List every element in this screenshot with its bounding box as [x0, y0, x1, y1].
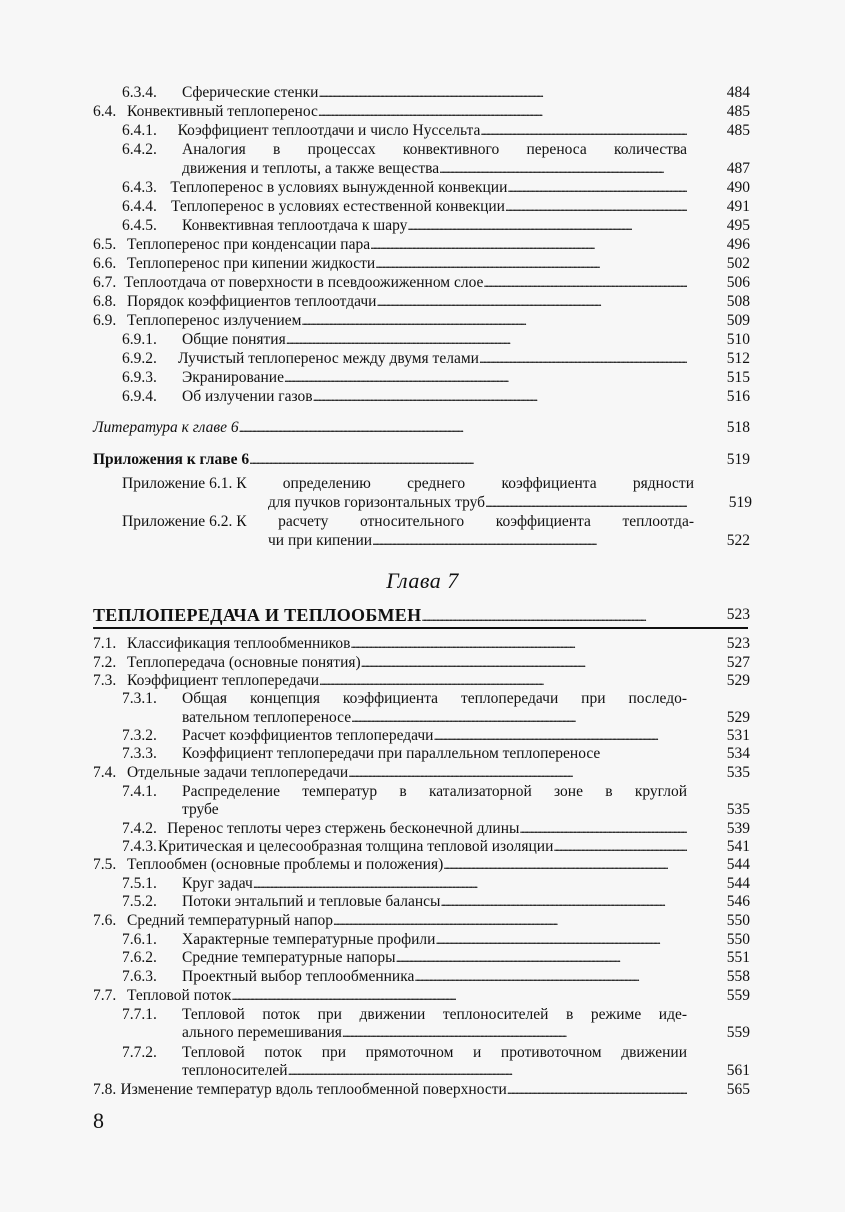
page-number: 539 [726, 820, 750, 837]
page-number: 496 [726, 236, 750, 253]
page-number: 512 [726, 350, 750, 367]
toc-appendices: Приложения к главе 6 . . . [93, 450, 687, 469]
toc-entry-cont: вательном теплопереносе . . . [182, 708, 687, 727]
toc-appendix-cont: чи при кипении . . . [268, 531, 687, 550]
page-number: 559 [726, 1024, 750, 1041]
toc-entry: 7.2. Теплопередача (основные понятия) . . . [93, 653, 687, 672]
page-number: 519 [728, 494, 752, 511]
page-number: 561 [726, 1062, 750, 1079]
toc-entry: 7.1. Классификация теплообменников . . . [93, 634, 687, 653]
page-number: 551 [726, 949, 750, 966]
page-number: 522 [726, 532, 750, 549]
page-number: 516 [726, 388, 750, 405]
page-number: 534 [726, 745, 750, 762]
toc-entry: 6.5. Теплоперенос при конденсации пара . . . [93, 235, 687, 254]
toc-entry: 6.9.2. Лучистый теплоперенос между двумя телами . . . [122, 349, 687, 368]
page-number: 506 [726, 274, 750, 291]
toc-appendix-item: Приложение 6.2. К расчету относительного коэффициента теплоотда- [122, 513, 694, 530]
page-number: 550 [726, 912, 750, 929]
toc-entry: 7.5. Теплообмен (основные проблемы и положения) . . . [93, 855, 687, 874]
page-number: 531 [726, 727, 750, 744]
page-number: 541 [726, 838, 750, 855]
toc-entry: 6.4.3. Теплоперенос в условиях вынужденной конвекции . . . [122, 178, 687, 197]
toc-entry: 7.3.2. Расчет коэффициентов теплопередачи . . . [122, 726, 687, 745]
page-number: 535 [726, 764, 750, 781]
page-number: 523 [726, 635, 750, 652]
page-folio: 8 [93, 1108, 104, 1133]
page-number: 518 [726, 419, 750, 436]
toc-appendix-item: Приложение 6.1. К определению среднего коэффициента рядности [122, 475, 694, 492]
toc-entry: 6.4.5. Конвективная теплоотдача к шару . . . [122, 216, 687, 235]
page-number: 495 [726, 217, 750, 234]
toc-entry: 6.4. Конвективный теплоперенос . . . [93, 102, 687, 121]
page-number: 487 [726, 160, 750, 177]
page-number: 550 [726, 931, 750, 948]
toc-entry: 6.6. Теплоперенос при кипении жидкости . . . [93, 254, 687, 273]
toc-entry: 7.4.1. Распределение температур в катализаторной зоне в круглой [122, 783, 687, 800]
toc-entry-cont: ального перемешивания . . . [182, 1023, 687, 1042]
toc-entry: 7.4.2. Перенос теплоты через стержень бесконечной длины . . . [122, 819, 687, 838]
page-number: 484 [726, 84, 750, 101]
toc-entry: 6.4.1. Коэффициент теплоотдачи и число Нуссельта . . . [122, 121, 687, 140]
toc-entry-cont: теплоносителей . . . [182, 1061, 687, 1080]
toc-appendix-cont: для пучков горизонтальных труб . . . [268, 493, 687, 512]
toc-entry: 6.9.1. Общие понятия . . . [122, 330, 687, 349]
toc-entry: 6.9. Теплоперенос излучением . . . [93, 311, 687, 330]
toc-entry: 6.9.4. Об излучении газов . . . [122, 387, 687, 406]
toc-entry: 7.4.3. Критическая и целесообразная толщина тепловой изоляции . . . [122, 837, 687, 856]
chapter-title: ТЕПЛОПЕРЕДАЧА И ТЕПЛООБМЕН . . . [93, 604, 687, 626]
toc-entry: 7.8. Изменение температур вдоль теплообменной поверхности . . . [93, 1080, 687, 1099]
toc-entry-cont: движения и теплоты, а также вещества . . . [182, 159, 687, 178]
page-number: 565 [726, 1081, 750, 1098]
page-number: 558 [726, 968, 750, 985]
toc-entry: 7.5.2. Потоки энтальпий и тепловые балансы . . . [122, 892, 687, 911]
toc-entry: 6.7. Теплоотдача от поверхности в псевдоожиженном слое . . . [93, 273, 687, 292]
page-number: 508 [726, 293, 750, 310]
toc-entry: 7.4. Отдельные задачи теплопередачи . . . [93, 763, 687, 782]
toc-entry: 7.7.2. Тепловой поток при прямоточном и противоточном движении [122, 1044, 687, 1061]
divider [93, 627, 748, 629]
toc-entry: 7.5.1. Круг задач . . . [122, 874, 687, 893]
page-number: 519 [726, 451, 750, 468]
page-number: 544 [726, 856, 750, 873]
page-number: 529 [726, 672, 750, 689]
page-number: 535 [726, 801, 750, 818]
page-number: 527 [726, 654, 750, 671]
page-number: 529 [726, 709, 750, 726]
page-number: 559 [726, 987, 750, 1004]
toc-entry: 6.4.4. Теплоперенос в условиях естественной конвекции . . . [122, 197, 687, 216]
page-number: 546 [726, 893, 750, 910]
page-number: 491 [726, 198, 750, 215]
toc-entry-cont: трубе [182, 801, 219, 818]
page-number: 485 [726, 122, 750, 139]
toc-entry: 7.3.1. Общая концепция коэффициента теплопередачи при последо- [122, 690, 687, 707]
page-number: 515 [726, 369, 750, 386]
chapter-label: Глава 7 [386, 568, 459, 593]
page-number: 510 [726, 331, 750, 348]
page-number: 490 [726, 179, 750, 196]
page-number: 509 [726, 312, 750, 329]
toc-entry: 7.3. Коэффициент теплопередачи . . . [93, 671, 687, 690]
toc-entry: 6.9.3. Экранирование . . . [122, 368, 687, 387]
toc-entry: 6.8. Порядок коэффициентов теплоотдачи . . . [93, 292, 687, 311]
page-number: 544 [726, 875, 750, 892]
toc-entry: 6.4.2. Аналогия в процессах конвективного переноса количества [122, 141, 687, 158]
toc-entry: 7.7.1. Тепловой поток при движении теплоносителей в режиме иде- [122, 1006, 687, 1023]
toc-entry: 7.3.3. Коэффициент теплопередачи при параллельном теплопереносе [122, 745, 601, 762]
toc-entry: 6.3.4. Сферические стенки . . . [122, 83, 687, 102]
toc-entry: 7.7. Тепловой поток . . . [93, 986, 687, 1005]
toc-entry: 7.6. Средний температурный напор . . . [93, 911, 687, 930]
toc-entry: 7.6.3. Проектный выбор теплообменника . . . [122, 967, 687, 986]
toc-entry: 7.6.2. Средние температурные напоры . . . [122, 948, 687, 967]
toc-literature: Литература к главе 6 . . . [93, 418, 687, 437]
page-number: 485 [726, 103, 750, 120]
page-number: 502 [726, 255, 750, 272]
toc-entry: 7.6.1. Характерные температурные профили . . . [122, 930, 687, 949]
page-number: 523 [726, 606, 750, 623]
